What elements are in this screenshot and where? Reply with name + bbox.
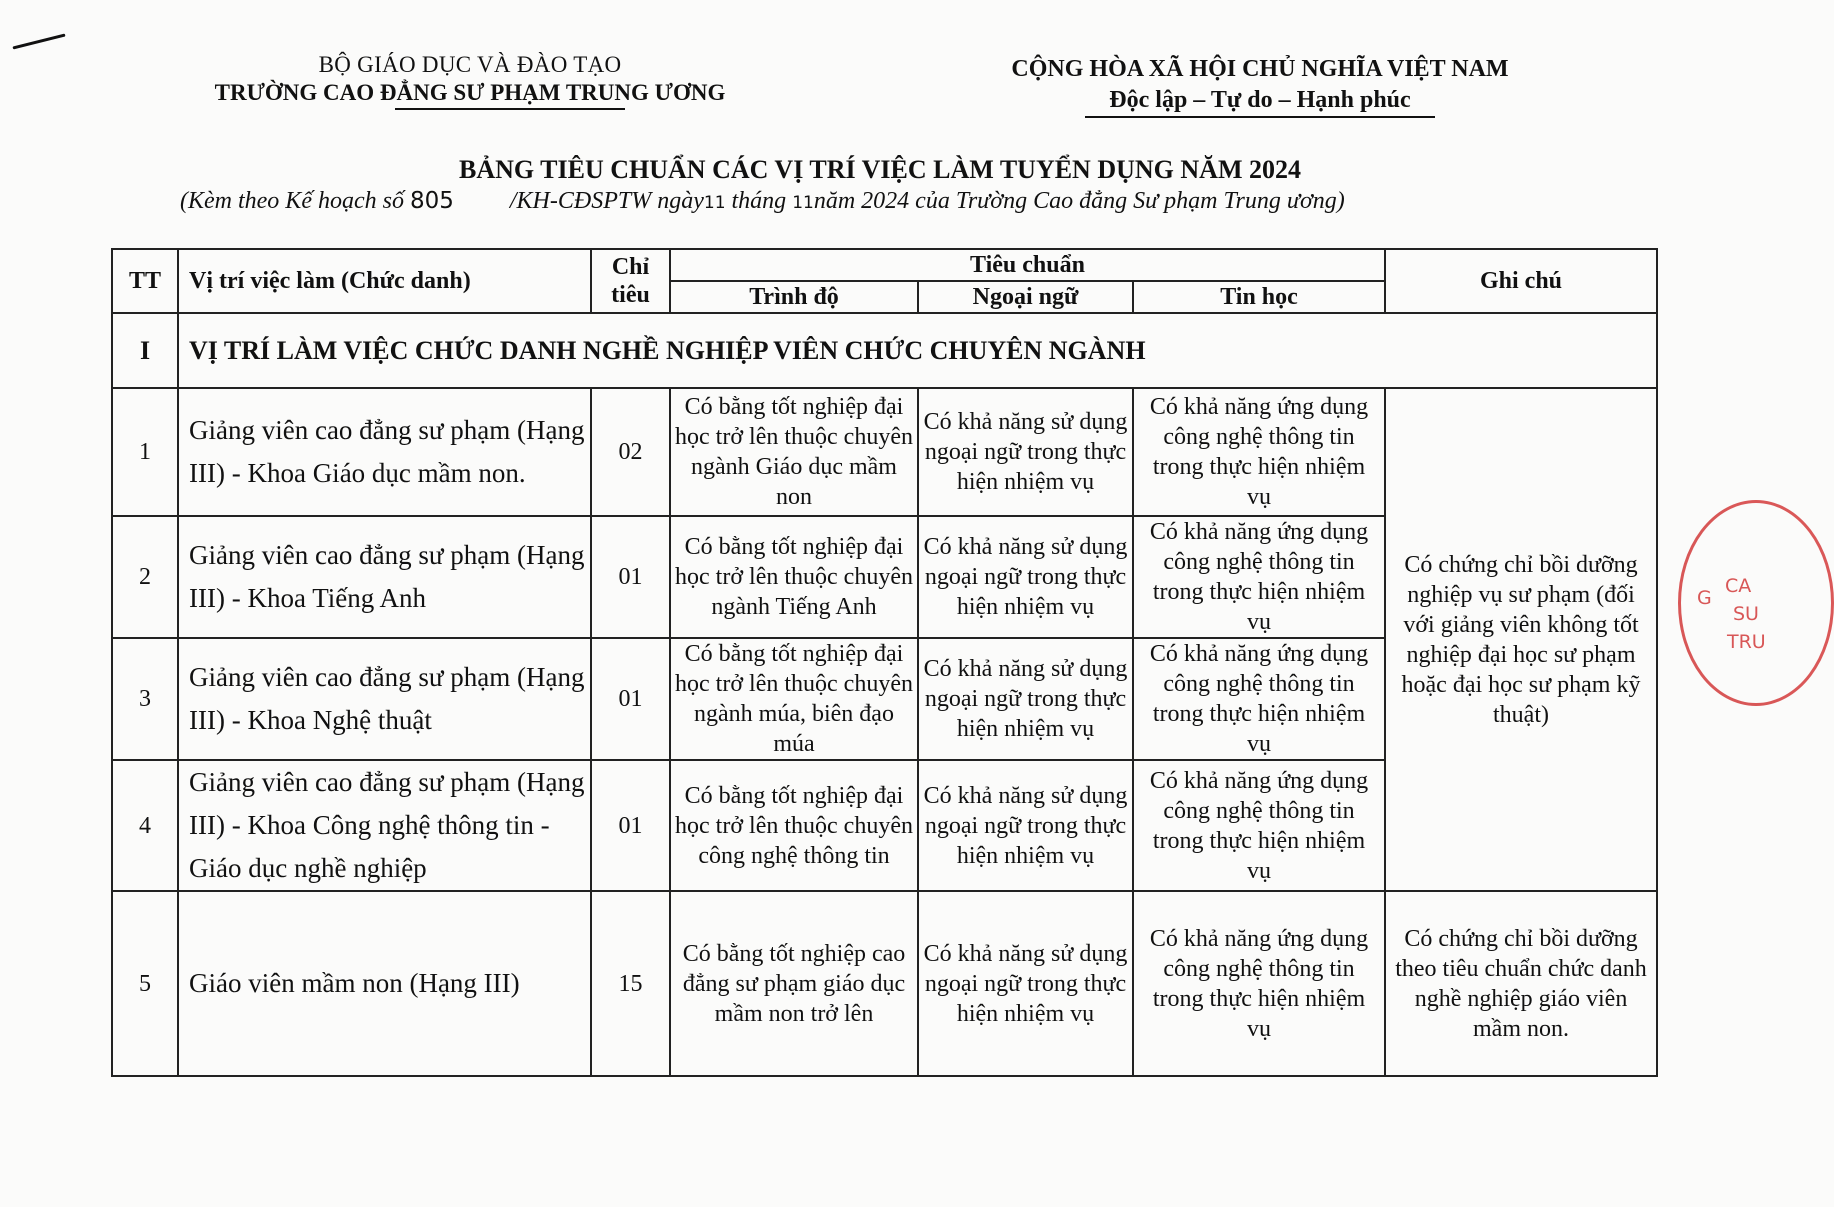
national-motto: Độc lập – Tự do – Hạnh phúc (1109, 87, 1411, 113)
row-number: 4 (112, 760, 178, 891)
recruitment-standards-table (111, 248, 1658, 1077)
row-it: Có khả năng ứng dụng công nghệ thông tin trong thực hiện nhiệm vụ (1133, 760, 1385, 891)
col-header-tt: TT (112, 249, 178, 313)
ministry-name: BỘ GIÁO DỤC VÀ ĐÀO TẠO (318, 52, 622, 77)
issuer-underline (395, 108, 625, 110)
document-subtitle (180, 188, 1630, 215)
row-level: Có bằng tốt nghiệp đại học trở lên thuộc chuyên ngành Tiếng Anh (670, 516, 918, 638)
row-language: Có khả năng sử dụng ngoại ngữ trong thực hiện nhiệm vụ (918, 760, 1133, 891)
row-quota: 02 (591, 388, 670, 516)
row-language: Có khả năng sử dụng ngoại ngữ trong thực hiện nhiệm vụ (918, 891, 1133, 1076)
row-quota: 15 (591, 891, 670, 1076)
row-number: 1 (112, 388, 178, 516)
row-level: Có bằng tốt nghiệp đại học trở lên thuộc chuyên ngành múa, biên đạo múa (670, 638, 918, 760)
row-position: Giảng viên cao đẳng sư phạm (Hạng III) - Khoa Công nghệ thông tin - Giáo dục nghề nghiệp (178, 760, 591, 891)
col-header-language: Ngoại ngữ (918, 281, 1133, 313)
row-number: 2 (112, 516, 178, 638)
row-position: Giảng viên cao đẳng sư phạm (Hạng III) - Khoa Giáo dục mầm non. (178, 388, 591, 516)
subtitle-part-4: năm 2024 của Trường Cao đẳng Sư phạm Trung ương) (813, 188, 1345, 214)
header-row-1 (112, 249, 1657, 281)
issue-day: 11 (703, 193, 726, 213)
official-seal (1678, 500, 1834, 706)
table-row (112, 388, 1657, 516)
subtitle-part-1: (Kèm theo Kế hoạch số (180, 188, 404, 214)
seal-letter-g: G (1697, 587, 1712, 609)
row-level: Có bằng tốt nghiệp đại học trở lên thuộc chuyên công nghệ thông tin (670, 760, 918, 891)
row-level: Có bằng tốt nghiệp đại học trở lên thuộc chuyên ngành Giáo dục mầm non (670, 388, 918, 516)
row-level: Có bằng tốt nghiệp cao đẳng sư phạm giáo dục mầm non trở lên (670, 891, 918, 1076)
national-header (980, 56, 1540, 118)
col-header-note: Ghi chú (1385, 249, 1657, 313)
row-it: Có khả năng ứng dụng công nghệ thông tin trong thực hiện nhiệm vụ (1133, 516, 1385, 638)
section-title: VỊ TRÍ LÀM VIỆC CHỨC DANH NGHỀ NGHIỆP VIÊN CHỨC CHUYÊN NGÀNH (178, 313, 1657, 388)
school-name: TRƯỜNG CAO ĐẲNG SƯ PHẠM TRUNG ƯƠNG (214, 80, 726, 105)
seal-text-3: TRU (1727, 631, 1766, 653)
row-it: Có khả năng ứng dụng công nghệ thông tin trong thực hiện nhiệm vụ (1133, 891, 1385, 1076)
table-row (112, 891, 1657, 1076)
document-title: BẢNG TIÊU CHUẨN CÁC VỊ TRÍ VIỆC LÀM TUYỂN DỤNG NĂM 2024 (459, 155, 1301, 184)
subtitle-part-3: tháng (731, 188, 787, 214)
row-quota: 01 (591, 516, 670, 638)
seal-text-2: SU (1733, 603, 1759, 625)
row-number: 3 (112, 638, 178, 760)
row-it: Có khả năng ứng dụng công nghệ thông tin trong thực hiện nhiệm vụ (1133, 638, 1385, 760)
row-language: Có khả năng sử dụng ngoại ngữ trong thực hiện nhiệm vụ (918, 388, 1133, 516)
pen-mark (12, 34, 65, 50)
row-quota: 01 (591, 638, 670, 760)
row-note-shared: Có chứng chỉ bồi dưỡng nghiệp vụ sư phạm (đối với giảng viên không tốt nghiệp đại học sư phạm hoặc đại học sư phạm kỹ thuật) (1385, 388, 1657, 891)
row-language: Có khả năng sử dụng ngoại ngữ trong thực hiện nhiệm vụ (918, 638, 1133, 760)
section-number: I (112, 313, 178, 388)
plan-number: 805 (409, 188, 454, 214)
motto-underline (1085, 116, 1435, 118)
section-row (112, 313, 1657, 388)
issuer-block (180, 52, 760, 110)
row-note: Có chứng chỉ bồi dưỡng theo tiêu chuẩn chức danh nghề nghiệp giáo viên mầm non. (1385, 891, 1657, 1076)
row-language: Có khả năng sử dụng ngoại ngữ trong thực hiện nhiệm vụ (918, 516, 1133, 638)
subtitle-part-2: /KH-CĐSPTW ngày (509, 188, 704, 214)
seal-text-1: CA (1725, 575, 1752, 597)
col-header-it: Tin học (1133, 281, 1385, 313)
row-quota: 01 (591, 760, 670, 891)
row-position: Giảng viên cao đẳng sư phạm (Hạng III) - Khoa Tiếng Anh (178, 516, 591, 638)
republic-name: CỘNG HÒA XÃ HỘI CHỦ NGHĨA VIỆT NAM (1011, 56, 1509, 82)
row-position: Giáo viên mầm non (Hạng III) (178, 891, 591, 1076)
row-position: Giảng viên cao đẳng sư phạm (Hạng III) - Khoa Nghệ thuật (178, 638, 591, 760)
col-header-position: Vị trí việc làm (Chức danh) (178, 249, 591, 313)
issue-month: 11 (792, 193, 814, 213)
col-header-level: Trình độ (670, 281, 918, 313)
col-header-quota: Chỉ tiêu (591, 249, 670, 313)
col-header-criteria: Tiêu chuẩn (670, 249, 1385, 281)
row-it: Có khả năng ứng dụng công nghệ thông tin trong thực hiện nhiệm vụ (1133, 388, 1385, 516)
row-number: 5 (112, 891, 178, 1076)
